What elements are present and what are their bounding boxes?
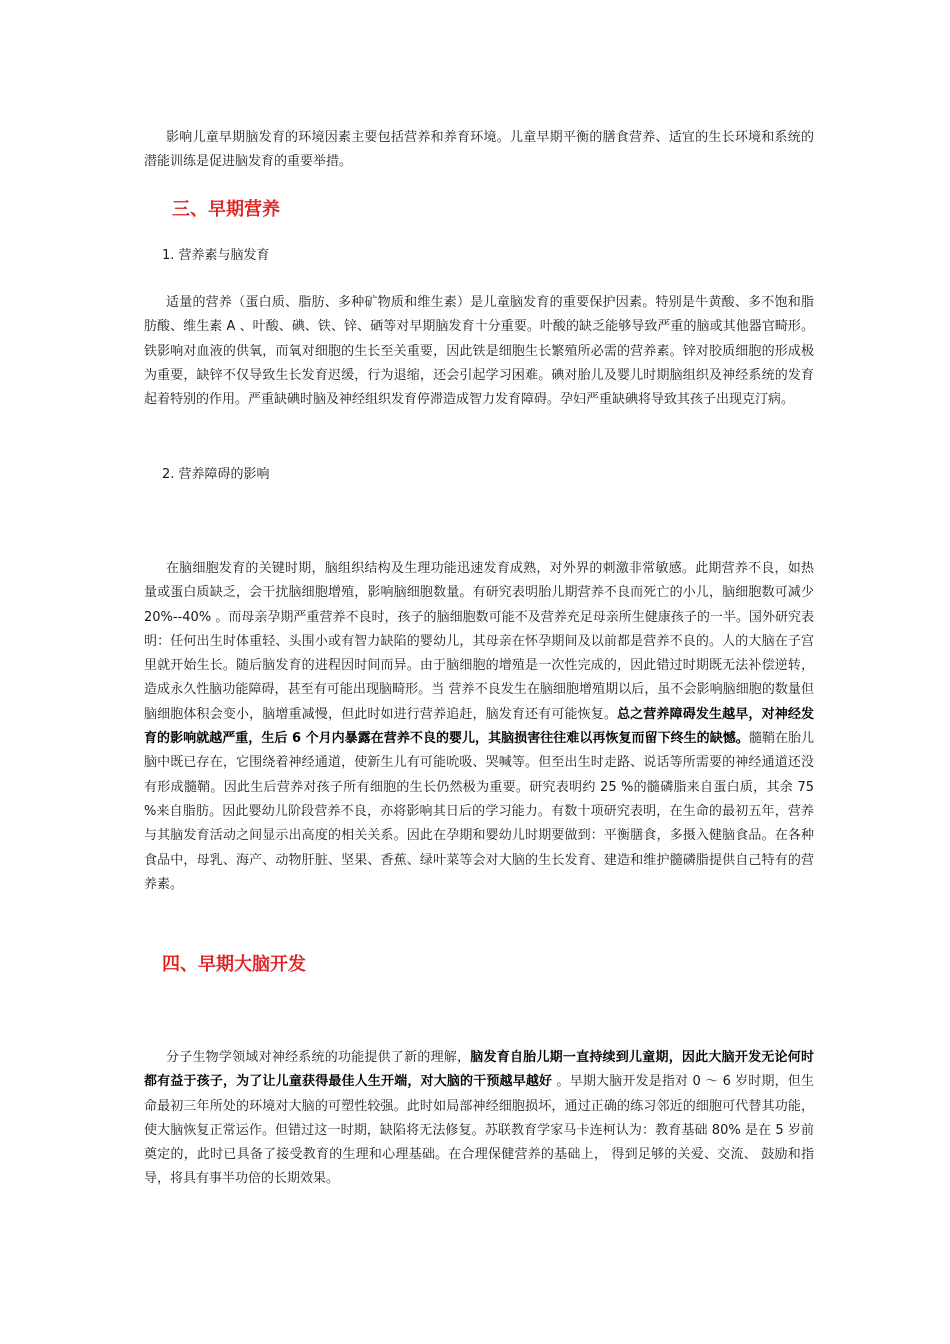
emphasis-text: 总之营养障碍发生越早，对神经发育的影响就越严重，生后 6 个月内暴露在营养不良的婴儿，其脑损害往往难以再恢复而留下终生的缺憾。 bbox=[144, 706, 814, 747]
paragraph-text: 分子生物学领域对神经系统的功能提供了新的理解， bbox=[166, 1050, 471, 1065]
subheading-nutrients-brain: 1. 营养素与脑发育 bbox=[162, 248, 270, 263]
paragraph-text: 在脑细胞发育的关键时期，脑组织结构及生理功能迅速发育成熟，对外界的刺激非常敏感。此期营养不良，如热量或蛋白质缺乏，会干扰脑细胞增殖，影响脑细胞数量。有研究表明胎儿期营养不良而死亡的小儿，脑细胞数可减少 20%--40% 。而母亲孕期严重营养不良时，孩子的脑细胞数可能不及营养充足母亲所生健康孩子的一半。国外研究表明：任何出生时体重轻、头围小或有智力缺陷的婴幼儿，其母亲在怀孕期间及以前都是营养不良的。人的大脑在子宫里就开始生长。随后脑发育的进程因时间而异。由于脑细胞的增殖是一次性完成的，因此错过时期既无法补偿逆转，造成永久性脑功能障碍，甚至有可能出现脑畸形。当 营养不良发生在脑细胞增殖期以后，虽不会影响脑细胞的数量但脑细胞体积会变小，脑增重减慢，但此时如进行营养追赶，脑发育还有可能恢复。 bbox=[144, 561, 814, 722]
section-heading-brain-development: 四、早期大脑开发 bbox=[162, 954, 306, 975]
nutrients-paragraph: 适量的营养（蛋白质、脂肪、多种矿物质和维生素）是儿童脑发育的重要保护因素。特别是牛黄酸、多不饱和脂肪酸、维生素 A 、叶酸、碘、铁、锌、硒等对早期脑发育十分重要。叶酸的缺乏能够导致严重的脑或其他器官畸形。铁影响对血液的供氧，而氧对细胞的生长至关重要，因此铁是细胞生长繁殖所必需的营养素。锌对胶质细胞的形成极为重要，缺锌不仅导致生长发育迟缓，行为退缩，还会引起学习困难。碘对胎儿及婴儿时期脑组织及神经系统的发育起着特别的作用。严重缺碘时脑及神经组织发育停滞造成智力发育障碍。孕妇严重缺碘将导致其孩子出现克汀病。 bbox=[144, 295, 814, 408]
subheading-nutrition-disorder: 2. 营养障碍的影响 bbox=[162, 467, 270, 482]
section-heading-early-nutrition: 三、早期营养 bbox=[172, 199, 280, 220]
nutrition-disorder-paragraph bbox=[144, 557, 814, 897]
paragraph-text: 髓鞘在胎儿脑中既已存在，它围绕着神经通道，使新生儿有可能吮吸、哭喊等。但至出生时走路、说话等所需要的神经通道还没有形成髓鞘。因此生后营养对孩子所有细胞的生长仍然极为重要。研究表明约 25 %的髓磷脂来自蛋白质，其余 75 %来自脂肪。因此婴幼儿阶段营养不良，亦将影响其日后的学习能力。有数十项研究表明，在生命的最初五年，营养与其脑发育活动之间显示出高度的相关关系。因此在孕期和婴幼儿时期要做到：平衡膳食，多摄入健脑食品。在各种食品中，母乳、海产、动物肝脏、坚果、香蕉、绿叶菜等会对大脑的生长发育、建造和维护髓磷脂提供自己特有的营养素。 bbox=[144, 731, 814, 892]
brain-development-paragraph bbox=[144, 1046, 814, 1192]
intro-paragraph: 影响儿童早期脑发育的环境因素主要包括营养和养育环境。儿童早期平衡的膳食营养、适宜的生长环境和系统的潜能训练是促进脑发育的重要举措。 bbox=[144, 130, 814, 170]
paragraph-text: 。早期大脑开发是指对 0 ～ 6 岁时期，但生命最初三年所处的环境对大脑的可塑性较强。此时如局部神经细胞损坏，通过正确的练习邻近的细胞可代替其功能，使大脑恢复正常运作。但错过这一时期，缺陷将无法修复。苏联教育学家马卡连柯认为：教育基础 80% 是在 5 岁前奠定的，此时已具备了接受教育的生理和心理基础。在合理保健营养的基础上， 得到足够的关爱、交流、 鼓励和指导，将具有事半功倍的长期效果。 bbox=[144, 1074, 814, 1187]
emphasis-text: 脑发育自胎儿期一直持续到儿童期，因此大脑开发无论何时都有益于孩子，为了让儿童获得最佳人生开端，对大脑的干预越早越好 bbox=[144, 1050, 814, 1090]
